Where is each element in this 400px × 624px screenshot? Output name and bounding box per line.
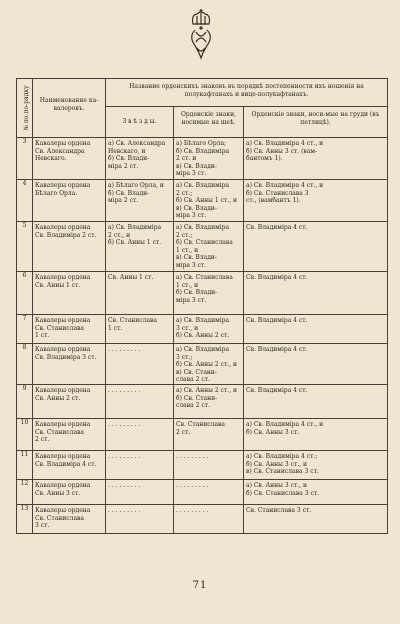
cell-neck	[174, 450, 244, 479]
stars-line: Св. Станислава	[108, 317, 157, 324]
neck-line: 1 ст., и	[176, 281, 199, 289]
chest-line: б) Св. Станислава 3 ст.	[246, 489, 320, 497]
chest-line: Св. Владиміра 4 ст.	[246, 386, 308, 394]
cell-chest	[244, 180, 388, 222]
row-number: 10	[17, 418, 33, 450]
cell-name	[33, 222, 106, 272]
row-number: 7	[17, 315, 33, 344]
neck-line: міра 3 ст.	[176, 170, 207, 178]
name-line: Св. Станислава	[35, 428, 84, 436]
cell-name	[33, 504, 106, 533]
header-neck: Орденскіе знаки, носимые на шеѣ.	[174, 107, 244, 138]
neck-line: 3 ст., и	[176, 324, 199, 332]
stars-line: Св. Анны 1 ст.	[108, 274, 154, 281]
chest-line: Св. Владиміра 4 ст.	[246, 274, 308, 281]
cell-stars	[106, 272, 174, 315]
name-line: Кавалеры ордена	[35, 317, 91, 324]
row-number: 4	[17, 180, 33, 222]
name-line: Кавалеры ордена	[35, 386, 91, 394]
page-number: 71	[192, 580, 208, 591]
stars-line: Невскаго, и	[108, 147, 146, 155]
chest-line: а) Св. Анны 3 ст., и	[246, 481, 307, 489]
table-row	[17, 180, 388, 222]
cell-chest	[244, 222, 388, 272]
cell-neck	[174, 418, 244, 450]
cell-stars	[106, 344, 174, 385]
table-row	[17, 418, 388, 450]
neck-line: а) Св. Анны 2 ст., и	[176, 386, 237, 394]
cell-neck	[174, 180, 244, 222]
name-line: Св. Владиміра 2 ст.	[35, 231, 97, 239]
cell-neck	[174, 479, 244, 504]
name-line: Невскаго.	[35, 155, 67, 163]
neck-line: б) Св. Стани-	[176, 394, 218, 402]
name-line: Св. Анны 2 ст.	[35, 394, 81, 402]
name-line: Св. Анны 1 ст.	[35, 281, 81, 289]
neck-line: 1 ст., и	[176, 246, 199, 254]
neck-line: 3 ст.;	[176, 353, 193, 361]
stars-line: а) Св. Владиміра	[108, 224, 162, 231]
table-row	[17, 138, 388, 180]
name-line: Св. Станислава	[35, 324, 84, 332]
cell-stars	[106, 479, 174, 504]
cell-chest	[244, 418, 388, 450]
cell-name	[33, 418, 106, 450]
name-line: Св. Александра	[35, 147, 85, 155]
neck-line: б) Св. Анны 1 ст., и	[176, 197, 237, 205]
name-line: 2 ст.	[35, 436, 50, 444]
neck-line: а) Св. Станислава	[176, 274, 233, 281]
neck-line: Св. Станислава	[176, 420, 225, 428]
name-line: Кавалеры ордена	[35, 452, 91, 460]
row-number: 9	[17, 384, 33, 418]
neck-line: б) Св. Анны 2 ст.	[176, 332, 230, 340]
cell-stars	[106, 384, 174, 418]
chest-line: в) Св. Станислава 3 ст.	[246, 468, 319, 476]
neck-line: міра 3 ст.	[176, 296, 207, 304]
cell-neck	[174, 344, 244, 385]
stars-line: а) Св. Александра	[108, 140, 166, 147]
neck-line: міра 3 ст.	[176, 212, 207, 220]
neck-line: 2 ст.	[176, 428, 191, 436]
cell-chest	[244, 315, 388, 344]
table-row	[17, 344, 388, 385]
neck-line: 2 ст. и	[176, 155, 197, 163]
stars-line: б) Св. Влади-	[108, 189, 150, 197]
row-number: 5	[17, 222, 33, 272]
neck-line: б) Св. Станислава	[176, 239, 233, 247]
chest-line: Св. Владиміра 4 ст.	[246, 317, 308, 324]
cell-stars	[106, 180, 174, 222]
table-row	[17, 450, 388, 479]
cell-stars	[106, 222, 174, 272]
name-line: Кавалеры ордена	[35, 346, 91, 353]
neck-line: б) Св. Владиміра	[176, 147, 230, 155]
chest-line: б) Св. Анны 3 ст. (вам-	[246, 147, 318, 155]
neck-line: а) Св. Владиміра	[176, 346, 230, 353]
neck-line: в) Св. Влади-	[176, 254, 217, 262]
name-line: Кавалеры ордена	[35, 224, 91, 231]
neck-line: а) Бѣлаго Орла;	[176, 140, 227, 147]
cell-chest	[244, 504, 388, 533]
name-line: 1 ст.	[35, 332, 50, 340]
stars-line: . . . . . . . . .	[108, 481, 141, 489]
stars-line: б) Св. Влади-	[108, 155, 150, 163]
chest-line: ст., (вамбантъ 1).	[246, 197, 301, 205]
cell-stars	[106, 418, 174, 450]
cell-chest	[244, 138, 388, 180]
name-line: Кавалеры ордена	[35, 182, 91, 189]
cell-name	[33, 384, 106, 418]
header-chest: Орденскіе знаки, носи-мые на груди (въ петлицѣ).	[244, 107, 388, 138]
cell-stars	[106, 138, 174, 180]
imperial-crown-monogram-icon	[185, 8, 217, 62]
stars-line: міра 2 ст.	[108, 162, 139, 170]
name-line: Св. Владиміра 3 ст.	[35, 353, 97, 361]
cell-name	[33, 138, 106, 180]
name-line: Кавалеры ордена	[35, 274, 91, 281]
chest-line: а) Св. Владиміра 4 ст., и	[246, 420, 324, 428]
chest-line: бантомъ 1).	[246, 155, 283, 163]
table-row	[17, 384, 388, 418]
chest-line: а) Св. Владиміра 4 ст., и	[246, 140, 324, 147]
name-line: Кавалеры ордена	[35, 481, 91, 489]
cell-chest	[244, 344, 388, 385]
cell-name	[33, 479, 106, 504]
chest-line: б) Св. Станислава 3	[246, 189, 309, 197]
cell-stars	[106, 315, 174, 344]
chest-line: б) Св. Анны 3 ст.	[246, 428, 300, 436]
header-name: Наименование ка-валеровъ.	[33, 79, 106, 138]
chest-line: Св. Владиміра 4 ст.	[246, 346, 308, 353]
row-number: 11	[17, 450, 33, 479]
header-stars: З в ѣ з д ы.	[106, 107, 174, 138]
name-line: Кавалеры ордена	[35, 140, 91, 147]
header-number: № по по-рядку	[17, 79, 33, 138]
stars-line: . . . . . . . . .	[108, 452, 141, 460]
row-number: 12	[17, 479, 33, 504]
cell-name	[33, 272, 106, 315]
stars-line: а) Бѣлаго Орла, и	[108, 182, 164, 189]
name-line: Св. Станислава	[35, 514, 84, 522]
stars-line: . . . . . . . . .	[108, 346, 141, 353]
chest-line: а) Св. Владиміра 4 ст.;	[246, 452, 318, 460]
cell-name	[33, 344, 106, 385]
neck-line: . . . . . . . . .	[176, 452, 209, 460]
neck-line: 2 ст.;	[176, 231, 193, 239]
header-group: Название орденскихъ знаковъ въ порядкѣ постепенности ихъ ношенія на полукафтанахъ и вице-полукафтанахъ.	[106, 79, 388, 107]
chest-line: б) Св. Анны 3 ст., и	[246, 460, 307, 468]
stars-line: міра 2 ст.	[108, 197, 139, 205]
stars-line: 1 ст.	[108, 324, 123, 332]
stars-line: . . . . . . . . .	[108, 420, 141, 428]
orders-precedence-table	[16, 78, 388, 534]
stars-line: . . . . . . . . .	[108, 506, 141, 514]
row-number: 8	[17, 344, 33, 385]
neck-line: а) Св. Владиміра	[176, 182, 230, 189]
neck-line: в) Св. Влади-	[176, 162, 217, 170]
cell-chest	[244, 450, 388, 479]
cell-name	[33, 450, 106, 479]
row-number: 13	[17, 504, 33, 533]
cell-name	[33, 315, 106, 344]
neck-line: а) Св. Владиміра	[176, 224, 230, 231]
neck-line: міра 3 ст.	[176, 261, 207, 269]
neck-line: б) Св. Влади-	[176, 289, 218, 297]
name-line: Бѣлаго Орла.	[35, 189, 78, 197]
neck-line: . . . . . . . . .	[176, 481, 209, 489]
row-number: 3	[17, 138, 33, 180]
neck-line: а) Св. Владиміра	[176, 317, 230, 324]
table-row	[17, 222, 388, 272]
cell-name	[33, 180, 106, 222]
cell-neck	[174, 222, 244, 272]
neck-line: . . . . . . . . .	[176, 506, 209, 514]
table-row	[17, 504, 388, 533]
name-line: 3 ст.	[35, 522, 50, 530]
chest-line: а) Св. Владиміра 4 ст., и	[246, 182, 324, 189]
row-number: 6	[17, 272, 33, 315]
stars-line: 2 ст., и	[108, 231, 131, 239]
cell-chest	[244, 272, 388, 315]
neck-line: 2 ст.;	[176, 189, 193, 197]
stars-line: б) Св. Анны 1 ст.	[108, 239, 162, 247]
cell-stars	[106, 450, 174, 479]
name-line: Св. Анны 3 ст.	[35, 489, 81, 497]
cell-neck	[174, 504, 244, 533]
stars-line: . . . . . . . . .	[108, 386, 141, 394]
neck-line: слава 2 ст.	[176, 402, 210, 410]
name-line: Св. Владиміра 4 ст.	[35, 460, 97, 468]
neck-line: б) Св. Анны 2 ст., и	[176, 361, 237, 369]
chest-line: Св. Владиміра 4 ст.	[246, 224, 308, 231]
chest-line: Св. Станислава 3 ст.	[246, 506, 312, 514]
neck-line: в) Св. Влади-	[176, 204, 217, 212]
neck-line: в) Св. Стани-	[176, 368, 217, 376]
cell-stars	[106, 504, 174, 533]
table-row	[17, 272, 388, 315]
cell-neck	[174, 384, 244, 418]
cell-neck	[174, 138, 244, 180]
table-row	[17, 479, 388, 504]
cell-chest	[244, 479, 388, 504]
neck-line: слава 2 ст.	[176, 376, 210, 384]
name-line: Кавалеры ордена	[35, 506, 91, 514]
cell-chest	[244, 384, 388, 418]
cell-neck	[174, 272, 244, 315]
name-line: Кавалеры ордена	[35, 420, 91, 428]
cell-neck	[174, 315, 244, 344]
table-row	[17, 315, 388, 344]
